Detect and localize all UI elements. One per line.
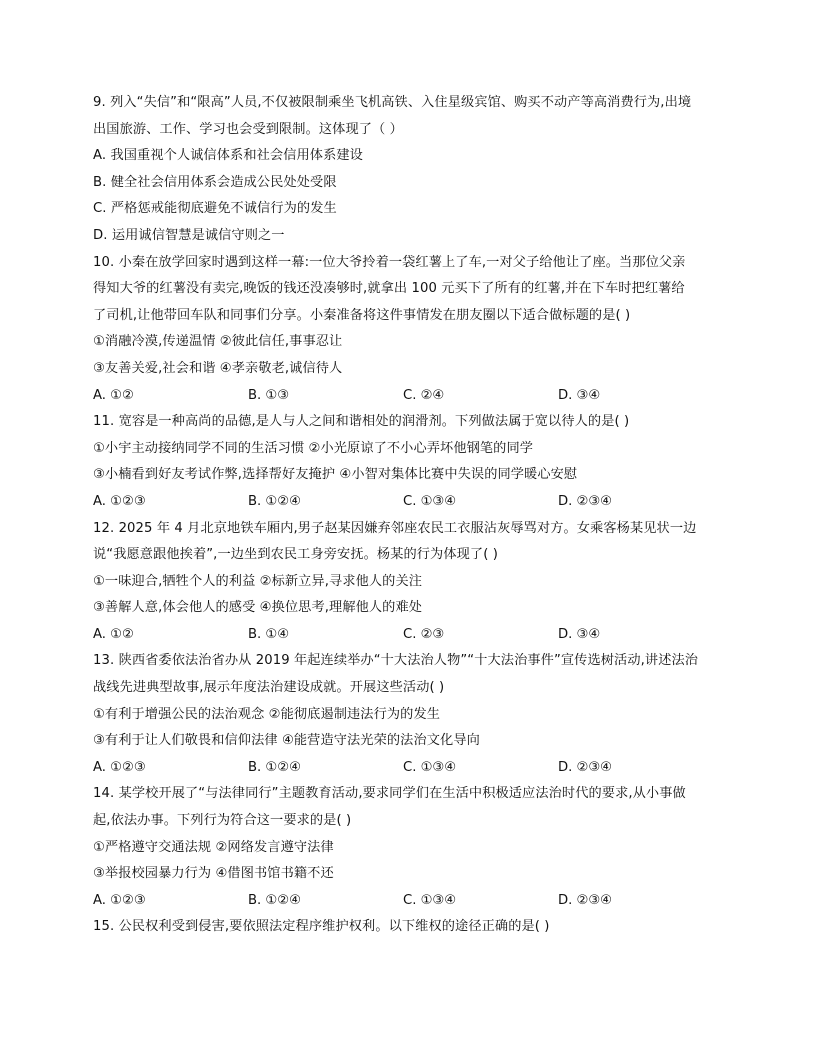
option-a: A. ①②③ <box>93 892 146 908</box>
option-c: C. ①③④ <box>403 493 457 509</box>
question-text: 了司机,让他带回车队和同事们分享。小秦准备将这件事情发在朋友圈以下适合做标题的是( ) <box>93 307 631 323</box>
exam-page <box>93 90 725 941</box>
option-d: D. ③④ <box>558 626 601 642</box>
question-14 <box>93 781 725 914</box>
option-c: C. ②④ <box>403 387 445 403</box>
statement-line: ③善解人意,体会他人的感受 ④换位思考,理解他人的难处 <box>93 600 423 616</box>
option-d: D. 运用诚信智慧是诚信守则之一 <box>93 227 285 243</box>
question-text: 战线先进典型故事,展示年度法治建设成就。开展这些活动( ) <box>93 680 445 696</box>
option-c: C. 严格惩戒能彻底避免不诚信行为的发生 <box>93 201 337 217</box>
option-d: D. ③④ <box>558 387 601 403</box>
question-text: 得知大爷的红薯没有卖完,晚饭的钱还没凑够时,就拿出 100 元买下了所有的红薯,并在下车时把红薯给 <box>93 281 685 297</box>
option-d: D. ②③④ <box>558 892 613 908</box>
option-c: C. ①③④ <box>403 759 457 775</box>
question-text: 13. 陕西省委依法治省办从 2019 年起连续举办“十大法治人物”“十大法治事件”宣传选树活动,讲述法治 <box>93 653 699 669</box>
question-text: 起,依法办事。下列行为符合这一要求的是( ) <box>93 813 352 829</box>
question-11 <box>93 409 725 515</box>
statement-line: ①消融冷漠,传递温情 ②彼此信任,事事忍让 <box>93 334 343 350</box>
statement-line: ③有利于让人们敬畏和信仰法律 ④能营造守法光荣的法治文化导向 <box>93 733 480 749</box>
option-b: B. ①③ <box>248 387 290 403</box>
question-15 <box>93 914 725 941</box>
question-9 <box>93 90 725 250</box>
option-b: B. ①②④ <box>248 493 301 509</box>
statement-line: ③友善关爱,社会和谐 ④孝亲敬老,诚信待人 <box>93 360 343 376</box>
option-d: D. ②③④ <box>558 493 613 509</box>
option-c: C. ①③④ <box>403 892 457 908</box>
question-12 <box>93 516 725 649</box>
statement-line: ①严格遵守交通法规 ②网络发言遵守法律 <box>93 839 334 855</box>
option-a: A. ①②③ <box>93 759 146 775</box>
statement-line: ①有利于增强公民的法治观念 ②能彻底遏制违法行为的发生 <box>93 706 441 722</box>
option-b: B. ①②④ <box>248 892 301 908</box>
question-text: 15. 公民权利受到侵害,要依照法定程序维护权利。以下维权的途径正确的是( ) <box>93 919 550 935</box>
question-text: 说“我愿意跟他挨着”,一边坐到农民工身旁安抚。杨某的行为体现了( ) <box>93 547 498 563</box>
option-a: A. ①②③ <box>93 493 146 509</box>
answer-options <box>93 755 725 782</box>
question-10 <box>93 250 725 410</box>
answer-options <box>93 383 725 410</box>
question-text: 12. 2025 年 4 月北京地铁车厢内,男子赵某因嫌弃邻座农民工衣服沾灰辱骂对方。女乘客杨某见状一边 <box>93 520 697 536</box>
statement-line: ①一味迎合,牺牲个人的利益 ②标新立异,寻求他人的关注 <box>93 573 423 589</box>
option-b: B. ①④ <box>248 626 290 642</box>
question-text: 10. 小秦在放学回家时遇到这样一幕:一位大爷拎着一袋红薯上了车,一对父子给他让了座。当那位父亲 <box>93 254 686 270</box>
question-text: 出国旅游、工作、学习也会受到限制。这体现了（ ） <box>93 121 403 137</box>
question-13 <box>93 648 725 781</box>
option-a: A. ①② <box>93 626 134 642</box>
statement-line: ③小楠看到好友考试作弊,选择帮好友掩护 ④小智对集体比赛中失误的同学暖心安慰 <box>93 467 578 483</box>
option-b: B. ①②④ <box>248 759 301 775</box>
option-d: D. ②③④ <box>558 759 613 775</box>
option-a: A. ①② <box>93 387 134 403</box>
option-c: C. ②③ <box>403 626 445 642</box>
answer-options <box>93 489 725 516</box>
option-a: A. 我国重视个人诚信体系和社会信用体系建设 <box>93 148 363 164</box>
statement-line: ③举报校园暴力行为 ④借图书馆书籍不还 <box>93 866 334 882</box>
statement-line: ①小宇主动接纳同学不同的生活习惯 ②小光原谅了不小心弄坏他钢笔的同学 <box>93 440 534 456</box>
option-b: B. 健全社会信用体系会造成公民处处受限 <box>93 174 337 190</box>
answer-options <box>93 888 725 915</box>
question-text: 11. 宽容是一种高尚的品德,是人与人之间和谐相处的润滑剂。下列做法属于宽以待人的是( ) <box>93 414 630 430</box>
question-text: 14. 某学校开展了“与法律同行”主题教育活动,要求同学们在生活中积极适应法治时代的要求,从小事做 <box>93 786 686 802</box>
answer-options <box>93 622 725 649</box>
question-text: 9. 列入“失信”和“限高”人员,不仅被限制乘坐飞机高铁、入住星级宾馆、购买不动产等高消费行为,出境 <box>93 95 692 110</box>
